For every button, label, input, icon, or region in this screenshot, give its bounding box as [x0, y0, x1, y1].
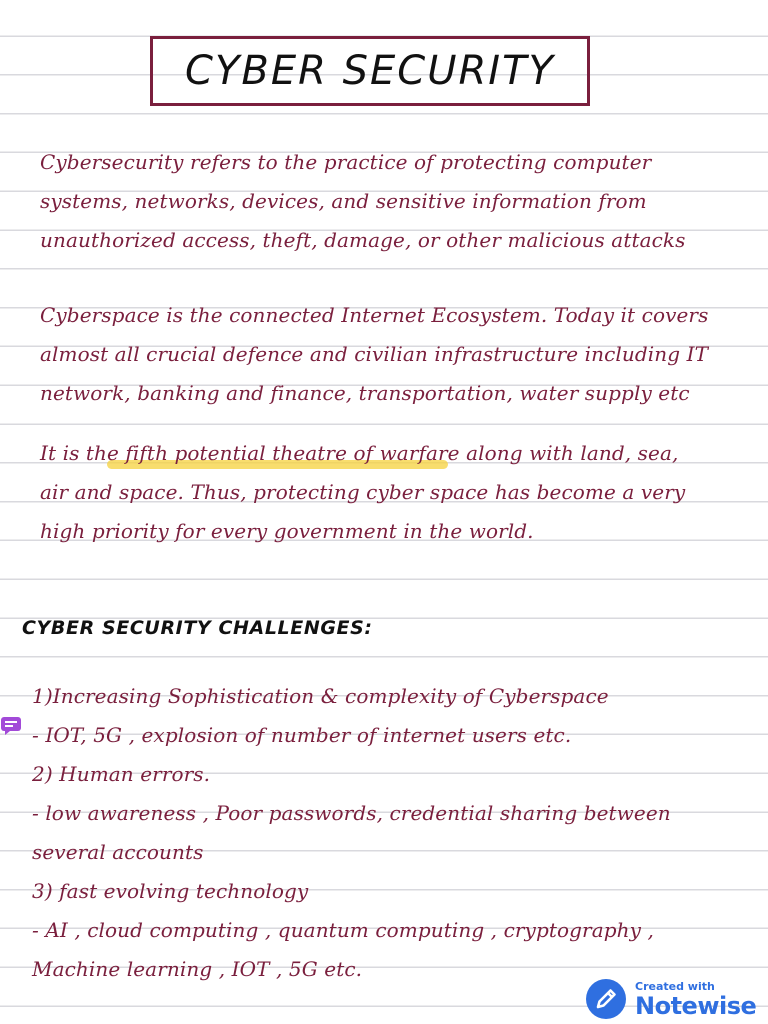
brand-name: Notewise	[635, 991, 757, 1020]
paragraph-2-line-2: almost all crucial defence and civilian infrastructure including IT	[40, 342, 709, 366]
notewise-branding	[585, 978, 756, 1020]
paragraph-1-line-1: Cybersecurity refers to the practice of protecting computer	[40, 150, 652, 174]
paragraph-2-line-1: Cyberspace is the connected Internet Ecosystem. Today it covers	[40, 303, 709, 327]
challenge-line: Machine learning , IOT , 5G etc.	[32, 957, 363, 981]
paragraph-3-line-1-post: re along with land, sea,	[438, 441, 679, 465]
challenges-heading: CYBER SECURITY CHALLENGES:	[22, 617, 373, 639]
challenge-line: - IOT, 5G , explosion of number of internet users etc.	[32, 723, 572, 747]
paragraph-3-line-2: air and space. Thus, protecting cyber space has become a very	[40, 480, 686, 504]
paragraph-2-line-3: network, banking and finance, transportation, water supply etc	[40, 381, 690, 405]
challenge-line: 3) fast evolving technology	[32, 879, 309, 903]
pen-icon	[585, 978, 627, 1020]
challenge-line: 2) Human errors.	[32, 762, 211, 786]
paragraph-3-line-1	[40, 441, 678, 465]
paragraph-1-line-2: systems, networks, devices, and sensitive information from	[40, 189, 647, 213]
challenge-line: 1)Increasing Sophistication & complexity of Cyberspace	[32, 684, 609, 708]
paragraph-1-line-3: unauthorized access, theft, damage, or other malicious attacks	[40, 228, 686, 252]
challenge-line: - AI , cloud computing , quantum computing , cryptography ,	[32, 918, 654, 942]
highlighted-text: e fifth potential theatre of warfa	[107, 441, 439, 465]
challenge-line: several accounts	[32, 840, 204, 864]
paragraph-3-line-1-pre: It is th	[40, 441, 108, 465]
challenge-line: - low awareness , Poor passwords, credential sharing between	[32, 801, 671, 825]
created-with-label: Created with	[635, 979, 715, 993]
comment-icon[interactable]	[0, 716, 22, 736]
title-box	[150, 36, 590, 106]
page-title: CYBER SECURITY	[185, 48, 555, 94]
paragraph-3-line-3: high priority for every government in the world.	[40, 519, 534, 543]
